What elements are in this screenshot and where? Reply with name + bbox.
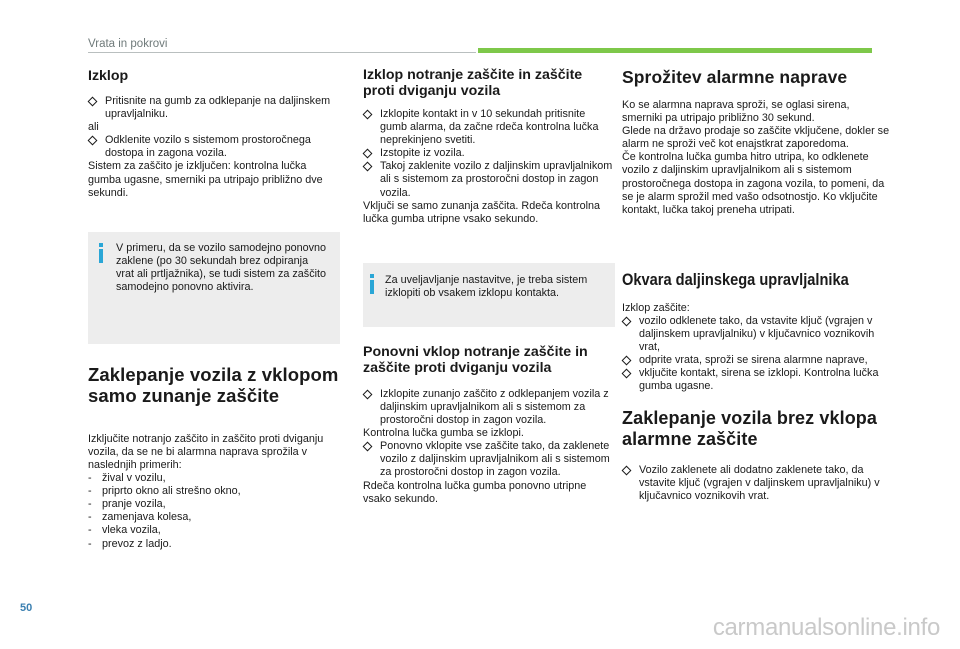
paragraph: Izključite notranjo zaščito in zaščito proti dviganju vozila, da se ne bi alarmna naprava sprožila v naslednjih primerih: xyxy=(88,432,324,471)
paragraph: Vključi se samo zunanja zaščita. Rdeča kontrolna lučka gumba utripne vsako sekundo. xyxy=(363,199,601,225)
paragraph: Rdeča kontrolna lučka gumba ponovno utripne vsako sekundo. xyxy=(363,479,587,505)
list-item: Takoj zaklenite vozilo z daljinskim upravljalnikom ali s sistemom za prostoročni dostop in zagon vozila. xyxy=(380,160,613,199)
list-item: - zamenjava kolesa, xyxy=(88,511,192,524)
header-accent-bar xyxy=(478,48,872,53)
heading-izklop: Izklop xyxy=(88,68,129,84)
info-icon xyxy=(369,274,375,294)
list-item: Pritisnite na gumb za odklepanje na daljinskem upravljalniku. xyxy=(105,95,331,121)
heading-zaklepanje-zunanje: Zaklepanje vozila z vklopom samo zunanje zaščite xyxy=(88,363,339,406)
paragraph: Izklop zaščite: xyxy=(622,301,690,314)
heading-okvara: Okvara daljinskega upravljalnika xyxy=(622,269,849,289)
watermark: carmanualsonline.info xyxy=(712,614,940,641)
list-item: Izklopite kontakt in v 10 sekundah pritisnite gumb alarma, da začne rdeča kontrolna lučka neprekinjeno svetiti. xyxy=(380,108,599,147)
info-box xyxy=(88,232,340,344)
heading-izklop-notranje: Izklop notranje zaščite in zaščite proti dviganju vozila xyxy=(363,67,583,99)
column-3 xyxy=(622,64,890,503)
list-item: - žival v vozilu, xyxy=(88,472,166,485)
page-number: 50 xyxy=(20,602,33,614)
info-text: Za uveljavljanje nastavitve, je treba sistem izklopiti ob vsakem izklopu kontakta. xyxy=(385,273,588,299)
list-item: odprite vrata, sproži se sirena alarmne naprave, xyxy=(639,354,868,367)
column-2 xyxy=(363,64,615,506)
info-icon xyxy=(98,243,104,263)
list-item: vozilo odklenete tako, da vstavite ključ (vgrajen v daljinskem upravljalniku) v ključavnico voznikovih vrat, xyxy=(639,314,875,354)
paragraph: Sistem za zaščito je izključen: kontrolna lučka gumba ugasne, smerniki pa utripajo približno dve sekundi. xyxy=(88,160,323,199)
column-1 xyxy=(88,64,340,551)
info-text: V primeru, da se vozilo samodejno ponovno zaklene (po 30 sekundah brez odpiranja vrat ali prtljažnika), se tudi sistem za zaščito samodejno ponovno aktivira. xyxy=(116,241,327,294)
heading-brez-alarma: Zaklepanje vozila brez vklopa alarmne zaščite xyxy=(622,407,877,449)
info-box xyxy=(363,263,615,327)
list-item: Izklopite zunanjo zaščito z odklepanjem vozila z daljinskim upravljalnikom ali s sistemom za prostoročni dostop in zagon vozila. xyxy=(380,387,609,427)
paragraph: Kontrolna lučka gumba se izklopi. xyxy=(363,427,524,440)
paragraph: ali xyxy=(88,121,99,134)
list-item: vključite kontakt, sirena se izklopi. Kontrolna lučka gumba ugasne. xyxy=(639,367,879,393)
heading-sprozitev: Sprožitev alarmne naprave xyxy=(622,67,848,87)
list-item: Ponovno vklopite vse zaščite tako, da zaklenete vozilo z daljinskim upravljalnikom ali s sistemom za prostoročni dostop in zagon vozila. xyxy=(380,440,610,479)
paragraph: Ko se alarmna naprava sproži, se oglasi sirena, smerniki pa utripajo približno 30 sekund. Glede na državo prodaje so zaščite vključene, dokler se alarm ne sproži več kot enajstkrat zaporedoma. Če kontrolna lučka gumba hitro utripa, ko odklenete vozilo z daljinskim upravljalnikom ali s sistemom prostoročnega dostopa in zagona vozila, to pomeni, da se je alarm sprožil med vašo odsotnostjo. Ko vključite kontakt, lučka takoj preneha utripati. xyxy=(622,99,890,216)
list-item: - pranje vozila, xyxy=(88,498,166,511)
list-item: Izstopite iz vozila. xyxy=(380,147,465,160)
section-title: Vrata in pokrovi xyxy=(88,38,168,50)
heading-ponovni-vklop: Ponovni vklop notranje zaščite in zaščite proti dviganju vozila xyxy=(363,343,588,376)
list-item: - priprto okno ali strešno okno, xyxy=(88,485,241,498)
list-item: - prevoz z ladjo. xyxy=(88,537,172,550)
list-item: Vozilo zaklenete ali dodatno zaklenete tako, da vstavite ključ (vgrajen v daljinskem upravljalniku) v ključavnico voznikovih vrat. xyxy=(639,463,880,502)
header-rule xyxy=(88,52,476,53)
list-item: Odklenite vozilo s sistemom prostoročnega dostopa in zagona vozila. xyxy=(105,134,311,160)
list-item: - vleka vozila, xyxy=(88,524,161,537)
